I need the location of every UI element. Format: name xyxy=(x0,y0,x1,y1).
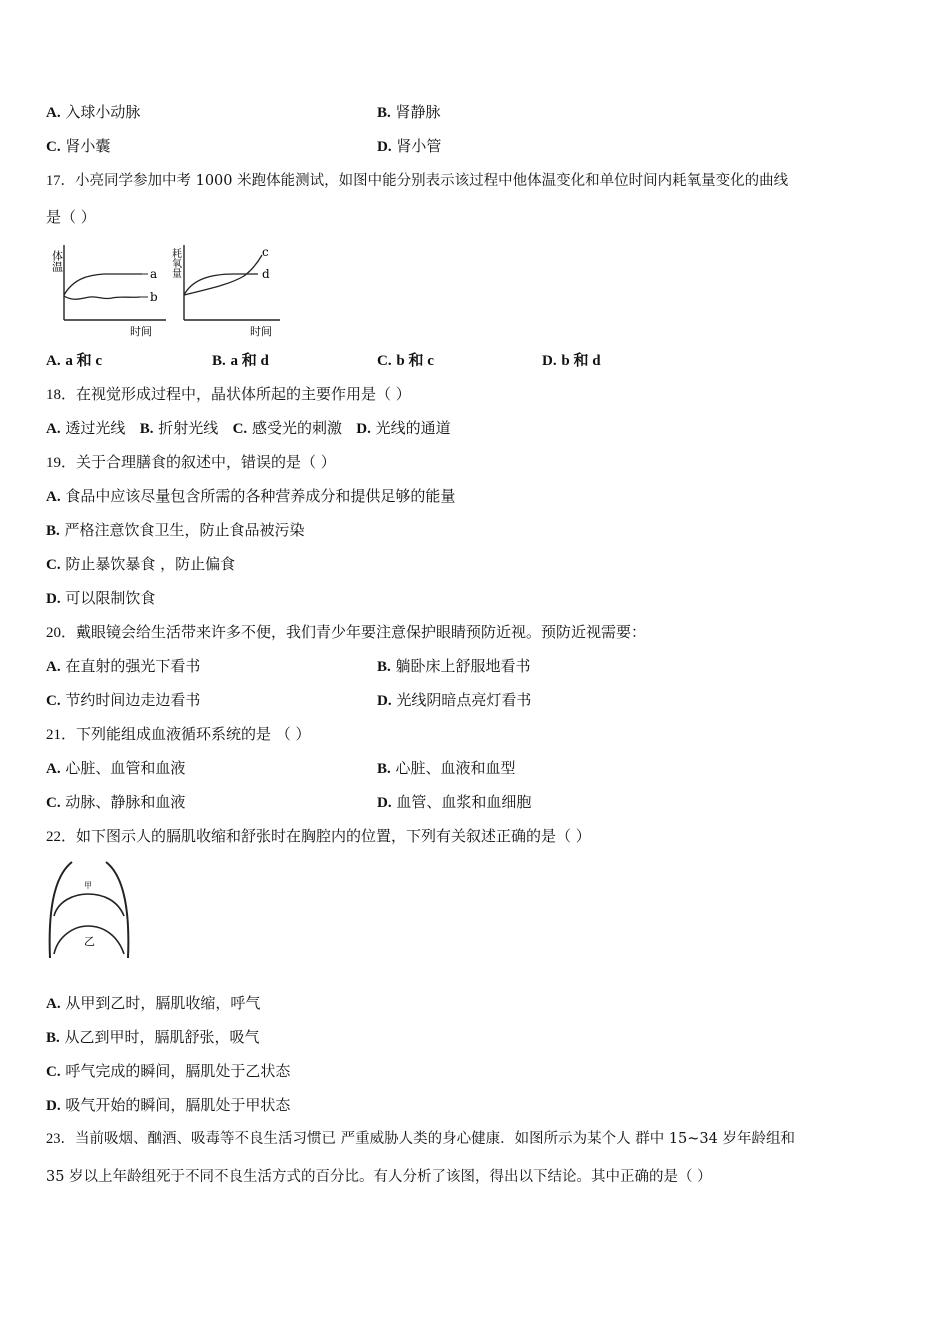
q17-option-c xyxy=(377,350,434,371)
question-number: 19． xyxy=(46,455,77,471)
option-label: C. xyxy=(46,693,61,709)
option-text: 肾小管 xyxy=(396,137,442,155)
q17-option-d xyxy=(542,350,601,371)
question-stem: 是（ ） xyxy=(46,208,96,226)
q16-option-b xyxy=(377,102,441,123)
option-text: 心脏、血液和血型 xyxy=(395,759,516,777)
option-text: a 和 d xyxy=(230,353,269,369)
option-text: 从甲到乙时，膈肌收缩，呼气 xyxy=(65,994,261,1012)
option-text: 肾小囊 xyxy=(65,137,111,155)
option-text: 肾静脉 xyxy=(395,103,441,121)
question-stem: 当前吸烟、酗酒、吸毒等不良生活习惯已 严重威胁人类的身心健康．如图所示为某个人 群中 15~34 岁年龄组和 xyxy=(75,1131,795,1147)
x-label: 时间 xyxy=(130,325,152,338)
option-label: B. xyxy=(212,353,226,369)
option-label: A. xyxy=(46,996,61,1012)
option-text: 折射光线 xyxy=(158,419,219,437)
option-label: B. xyxy=(46,523,60,539)
question-number: 17． xyxy=(46,173,75,189)
question-stem: 小亮同学参加中考 1000 米跑体能测试，如图中能分别表示该过程中他体温变化和单位时间内耗氧量变化的曲线 xyxy=(75,173,789,189)
q21-option-c xyxy=(46,792,185,813)
option-text: 食品中应该尽量包含所需的各种营养成分和提供足够的能量 xyxy=(65,487,456,505)
option-text: 动脉、静脉和血液 xyxy=(65,793,186,811)
label-yi: 乙 xyxy=(84,935,95,948)
option-text: 可以限制饮食 xyxy=(65,589,156,607)
q20-option-d xyxy=(377,690,531,711)
q17-figure xyxy=(44,240,284,340)
option-label: A. xyxy=(46,105,61,121)
curve-label-d: d xyxy=(262,267,270,281)
q18-options xyxy=(46,418,451,439)
curve-label-b: b xyxy=(150,290,158,304)
q23-stem-line2 xyxy=(46,1167,712,1187)
q19-option-a xyxy=(46,486,455,507)
option-text: a 和 c xyxy=(65,353,103,369)
q21-option-a xyxy=(46,758,185,779)
y-label: 体温 xyxy=(50,250,64,272)
q17-option-a xyxy=(46,350,102,371)
option-label: C. xyxy=(232,421,248,437)
option-text: 入球小动脉 xyxy=(65,103,141,121)
question-stem: 35 岁以上年龄组死于不同不良生活方式的百分比。有人分析了该图，得出以下结论。其中正确的是（ ） xyxy=(46,1169,712,1185)
y-label: 耗氧量 xyxy=(169,248,181,278)
option-label: B. xyxy=(377,659,391,675)
q20-option-c xyxy=(46,690,200,711)
option-text: 心脏、血管和血液 xyxy=(65,759,186,777)
q19-option-d xyxy=(46,588,155,609)
q19-stem xyxy=(46,452,336,473)
q16-option-d xyxy=(377,136,441,157)
option-label: B. xyxy=(139,421,154,437)
question-stem: 关于合理膳食的叙述中，错误的是（ ） xyxy=(76,453,336,471)
q21-option-b xyxy=(377,758,516,779)
q22-diaphragm-figure xyxy=(44,856,134,966)
option-text: 在直射的强光下看书 xyxy=(65,657,201,675)
option-label: A. xyxy=(46,421,61,437)
curve-b xyxy=(64,296,140,299)
option-text: 感受光的刺激 xyxy=(251,419,342,437)
q22-option-b xyxy=(46,1027,260,1048)
q22-stem xyxy=(46,826,591,847)
q20-stem xyxy=(46,622,646,643)
option-label: D. xyxy=(542,353,557,369)
q21-option-d xyxy=(377,792,531,813)
option-label: B. xyxy=(46,1030,60,1046)
question-number: 18． xyxy=(46,387,77,403)
option-text: b 和 c xyxy=(396,353,434,369)
option-label: D. xyxy=(46,1098,61,1114)
option-label: C. xyxy=(46,795,61,811)
question-number: 22． xyxy=(46,829,77,845)
option-label: A. xyxy=(46,353,61,369)
option-label: C. xyxy=(46,1064,61,1080)
q17-stem-line1 xyxy=(46,171,788,191)
option-label: B. xyxy=(377,105,391,121)
q22-option-d xyxy=(46,1095,290,1116)
q19-option-b xyxy=(46,520,305,541)
option-label: D. xyxy=(46,591,61,607)
temperature-chart xyxy=(51,245,167,338)
question-stem: 如下图示人的膈肌收缩和舒张时在胸腔内的位置，下列有关叙述正确的是（ ） xyxy=(76,827,591,845)
option-text: 吸气开始的瞬间，膈肌处于甲状态 xyxy=(65,1096,291,1114)
option-label: A. xyxy=(46,489,61,505)
option-label: D. xyxy=(377,693,392,709)
q21-stem xyxy=(46,724,311,745)
curve-a xyxy=(64,274,142,295)
q22-option-a xyxy=(46,993,260,1014)
option-text: 防止暴饮暴食 ，防止偏食 xyxy=(65,555,236,573)
q17-option-b xyxy=(212,350,269,371)
option-text: 严格注意饮食卫生，防止食品被污染 xyxy=(64,521,305,539)
question-stem: 下列能组成血液循环系统的是 （ ） xyxy=(76,725,311,743)
q20-option-b xyxy=(377,656,531,677)
option-label: C. xyxy=(377,353,392,369)
option-label: D. xyxy=(377,139,392,155)
option-label: A. xyxy=(46,761,61,777)
question-stem: 在视觉形成过程中，晶状体所起的主要作用是（ ） xyxy=(76,385,411,403)
question-number: 23． xyxy=(46,1131,75,1147)
q19-option-c xyxy=(46,554,235,575)
option-text: 透过光线 xyxy=(65,419,126,437)
curve-label-c: c xyxy=(262,245,269,259)
chest-wall-right xyxy=(106,862,128,958)
x-label: 时间 xyxy=(250,325,272,338)
oxygen-chart xyxy=(170,245,281,338)
option-label: D. xyxy=(377,795,392,811)
q16-option-c xyxy=(46,136,110,157)
option-text: 节约时间边走边看书 xyxy=(65,691,201,709)
label-jia: 甲 xyxy=(84,881,92,890)
question-number: 20． xyxy=(46,625,77,641)
option-text: 光线阴暗点亮灯看书 xyxy=(396,691,532,709)
q18-stem xyxy=(46,384,411,405)
option-text: 呼气完成的瞬间，膈肌处于乙状态 xyxy=(65,1062,291,1080)
option-text: 躺卧床上舒服地看书 xyxy=(395,657,531,675)
option-label: A. xyxy=(46,659,61,675)
option-label: C. xyxy=(46,139,61,155)
diaphragm-state-jia xyxy=(54,894,124,916)
option-label: C. xyxy=(46,557,61,573)
curve-label-a: a xyxy=(150,267,158,281)
option-text: 血管、血浆和血细胞 xyxy=(396,793,532,811)
q20-option-a xyxy=(46,656,200,677)
option-text: 光线的通道 xyxy=(375,419,451,437)
option-label: B. xyxy=(377,761,391,777)
option-text: b 和 d xyxy=(561,353,601,369)
q23-stem-line1 xyxy=(46,1129,795,1149)
chest-wall-left xyxy=(50,862,72,958)
option-text: 从乙到甲时，膈肌舒张，吸气 xyxy=(64,1028,260,1046)
question-number: 21． xyxy=(46,727,77,743)
option-label: D. xyxy=(356,421,371,437)
q16-option-a xyxy=(46,102,140,123)
question-stem: 戴眼镜会给生活带来许多不便，我们青少年要注意保护眼睛预防近视。预防近视需要： xyxy=(76,623,647,641)
q17-stem-line2 xyxy=(46,207,96,227)
q22-option-c xyxy=(46,1061,290,1082)
